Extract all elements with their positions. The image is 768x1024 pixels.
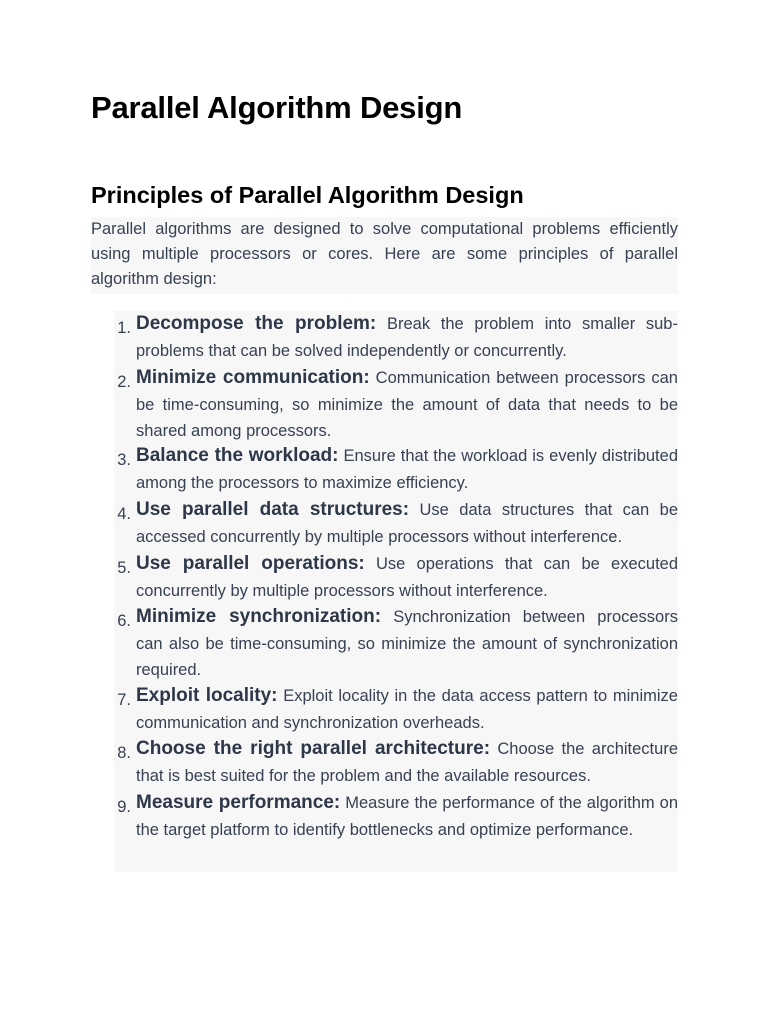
list-item-text: Choose the architecture that is best suited for the problem and the available resources. xyxy=(136,740,678,785)
list-item-text: Measure the performance of the algorithm on the target platform to identify bottlenecks and optimize performance. xyxy=(136,794,678,839)
list-item-term: Decompose the problem: xyxy=(136,313,377,334)
list-item-body xyxy=(136,736,678,789)
list-item-body xyxy=(136,683,678,736)
list-item-term: Measure performance: xyxy=(136,792,341,813)
list-item-term: Use parallel operations: xyxy=(136,553,365,574)
list-item-term: Minimize communication: xyxy=(136,367,370,388)
list-item-term: Exploit locality: xyxy=(136,685,278,706)
list-item-number: 7. xyxy=(117,691,131,709)
list-item-term: Use parallel data structures: xyxy=(136,499,410,520)
list-item-text: Exploit locality in the data access pattern to minimize communication and synchronization overheads. xyxy=(136,687,678,732)
list-item-body xyxy=(136,790,678,843)
page-title: Parallel Algorithm Design xyxy=(91,90,463,125)
list-item-body xyxy=(136,311,678,364)
list-item-text: Communication between processors can be time-consuming, so minimize the amount of data that needs to be shared among processors. xyxy=(136,369,678,440)
list-item-number: 8. xyxy=(117,744,131,762)
principles-list-container xyxy=(114,311,678,872)
intro-paragraph: Parallel algorithms are designed to solve computational problems efficiently using multiple processors or cores. Here are some principles of parallel algorithm design: xyxy=(91,217,678,294)
list-item-body xyxy=(136,365,678,445)
list-item-body xyxy=(136,497,678,550)
list-item-text: Ensure that the workload is evenly distributed among the processors to maximize efficiency. xyxy=(136,447,678,492)
list-item-number: 2. xyxy=(117,373,131,391)
list-item-body xyxy=(136,551,678,604)
list-item-text: Synchronization between processors can also be time-consuming, so minimize the amount of synchronization required. xyxy=(136,608,678,679)
list-item-text: Break the problem into smaller sub-problems that can be solved independently or concurrently. xyxy=(136,315,678,360)
list-item-body xyxy=(136,604,678,684)
list-item-number: 4. xyxy=(117,505,131,523)
list-item-term: Minimize synchronization: xyxy=(136,606,382,627)
list-item-body xyxy=(136,443,678,496)
list-item-number: 9. xyxy=(117,798,131,816)
list-item-number: 1. xyxy=(117,319,131,337)
list-item-term: Choose the right parallel architecture: xyxy=(136,738,491,759)
list-item-number: 5. xyxy=(117,559,131,577)
list-item-text: Use operations that can be executed concurrently by multiple processors without interference. xyxy=(136,555,679,600)
list-item-text: Use data structures that can be accessed concurrently by multiple processors without interference. xyxy=(136,501,679,546)
list-item-number: 3. xyxy=(117,451,131,469)
list-item-number: 6. xyxy=(117,612,131,630)
list-item-term: Balance the workload: xyxy=(136,445,339,466)
section-heading: Principles of Parallel Algorithm Design xyxy=(91,182,524,208)
